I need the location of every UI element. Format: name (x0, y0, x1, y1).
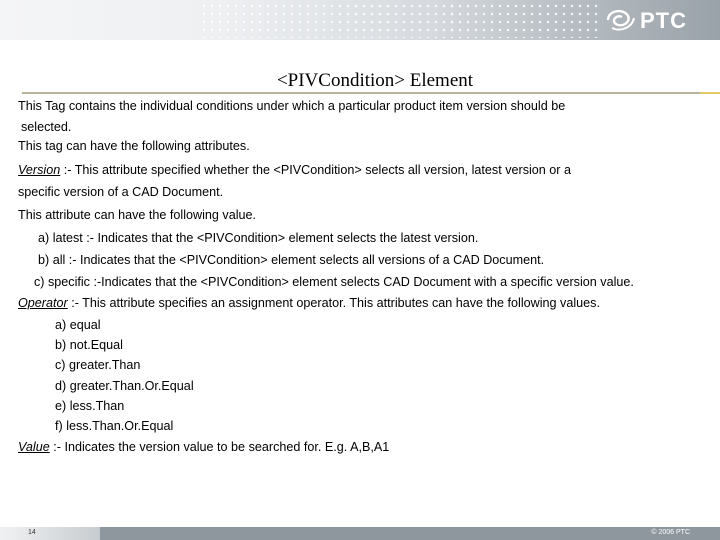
attribute-term-value: Value (18, 440, 50, 454)
body-line: This attribute can have the following value. (18, 208, 257, 222)
logo-text: PTC (640, 8, 687, 33)
header-dot-pattern (200, 2, 600, 38)
footer-bar (0, 527, 720, 540)
attribute-line (18, 440, 389, 454)
list-item: b) not.Equal (55, 338, 123, 352)
attribute-line (18, 163, 571, 177)
attribute-description: :- This attribute specified whether the <PIVCondition> selects all version, latest version or a (63, 163, 572, 177)
attribute-description: :- This attribute specifies an assignment operator. This attributes can have the following values. (71, 296, 600, 310)
title-rule (22, 92, 720, 94)
slide-title: <PIVCondition> Element (276, 70, 474, 91)
header-band (0, 0, 720, 40)
attribute-line (18, 296, 600, 310)
page-number: 14 (28, 529, 36, 536)
body-line: This tag can have the following attributes. (18, 139, 250, 153)
body-line: selected. (21, 120, 72, 134)
body-line: This Tag contains the individual conditions under which a particular product item version should be (18, 99, 566, 113)
list-item: c) greater.Than (55, 358, 141, 372)
attribute-term-version: Version (18, 163, 61, 177)
attribute-term-operator: Operator (18, 296, 68, 310)
ptc-logo (602, 6, 702, 34)
attribute-description: :- Indicates the version value to be searched for. E.g. A,B,A1 (53, 440, 390, 454)
body-line: specific version of a CAD Document. (18, 185, 224, 199)
list-item: a) equal (55, 318, 101, 332)
copyright-text: © 2006 PTC (651, 529, 690, 536)
ptc-swirl-icon (602, 6, 638, 34)
footer-left-panel (0, 527, 100, 540)
title-rule-accent (700, 92, 720, 94)
list-item: c) specific :-Indicates that the <PIVCondition> element selects CAD Document with a specific version value. (34, 275, 634, 289)
list-item: d) greater.Than.Or.Equal (55, 379, 194, 393)
list-item: f) less.Than.Or.Equal (55, 419, 174, 433)
list-item: a) latest :- Indicates that the <PIVCondition> element selects the latest version. (38, 231, 479, 245)
list-item: e) less.Than (55, 399, 125, 413)
list-item: b) all :- Indicates that the <PIVCondition> element selects all versions of a CAD Document. (38, 253, 545, 267)
